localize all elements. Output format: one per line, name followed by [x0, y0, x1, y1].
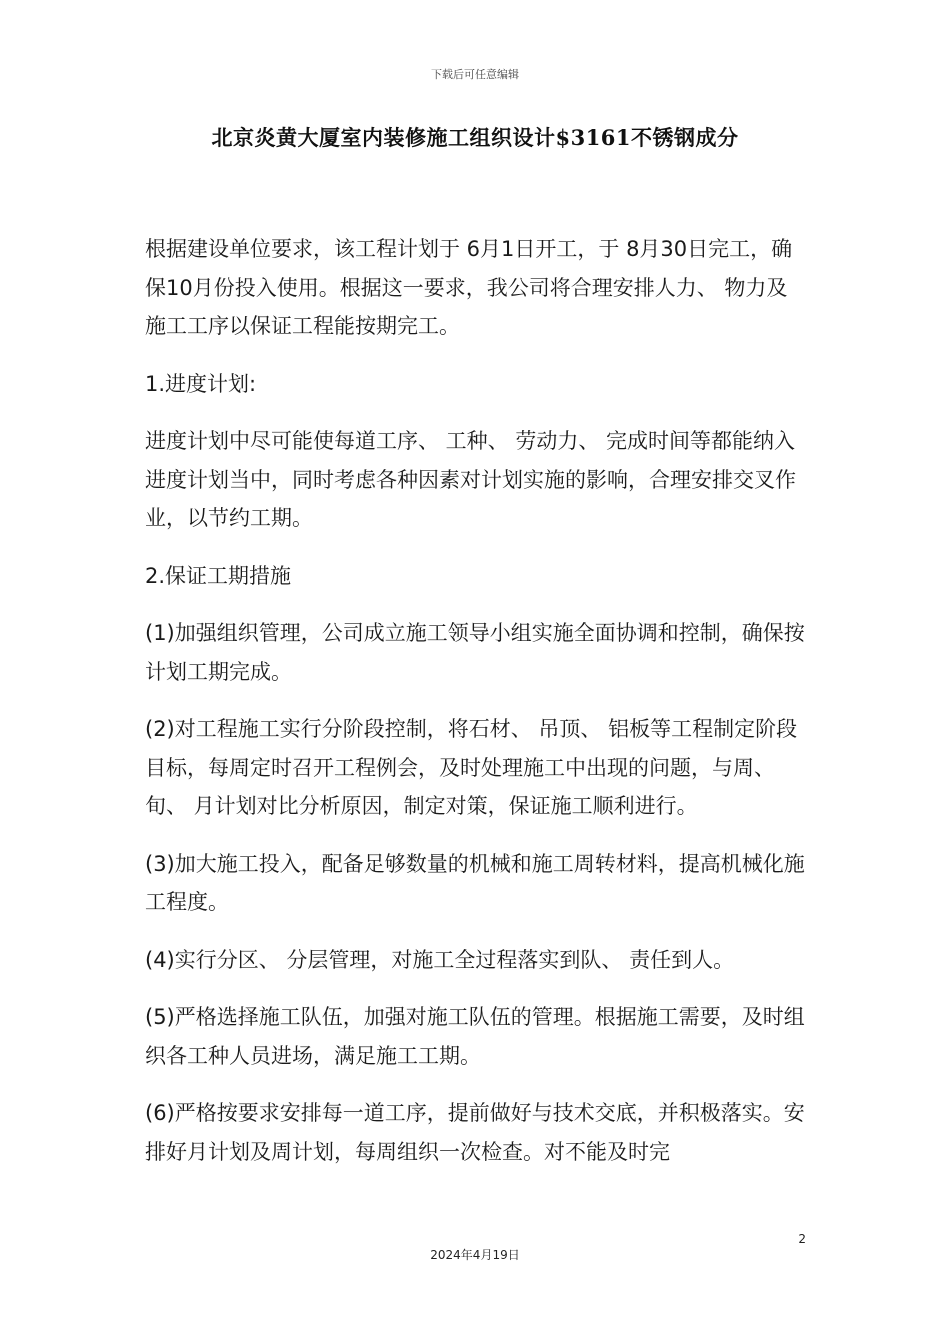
- section-heading-schedule: 1.进度计划:: [145, 371, 257, 396]
- paragraph-measure-4: (4)实行分区、 分层管理，对施工全过程落实到队、 责任到人。: [145, 947, 735, 972]
- paragraph-measure-1: (1)加强组织管理，公司成立施工领导小组实施全面协调和控制，确保按计划工期完成。: [145, 621, 805, 684]
- section-heading-measures: 2.保证工期措施: [145, 563, 292, 588]
- paragraph-schedule: 进度计划中尽可能使每道工序、 工种、 劳动力、 完成时间等都能纳入进度计划当中，同时考虑各种因素对计划实施的影响，合理安排交叉作业，以节约工期。: [145, 429, 796, 530]
- paragraph-measure-3: (3)加大施工投入，配备足够数量的机械和施工周转材料，提高机械化施工程度。: [145, 851, 805, 914]
- document-title: 北京炎黄大厦室内装修施工组织设计$3161不锈钢成分: [211, 125, 739, 150]
- paragraph-measure-2: (2)对工程施工实行分阶段控制，将石材、 吊顶、 铝板等工程制定阶段目标，每周定时召开工程例会，及时处理施工中出现的问题，与周、 旬、 月计划对比分析原因，制定对策，保证施工顺利进行。: [145, 717, 798, 818]
- paragraph-intro: 根据建设单位要求，该工程计划于 6月1日开工，于 8月30日完工，确保10月份投入使用。根据这一要求，我公司将合理安排人力、 物力及施工工序以保证工程能按期完工。: [145, 237, 793, 338]
- document-body: [145, 230, 807, 1190]
- paragraph-measure-6: (6)严格按要求安排每一道工序，提前做好与技术交底，并积极落实。安排好月计划及周计划，每周组织一次检查。对不能及时完: [145, 1101, 805, 1164]
- footer-date: 2024年4月19日: [430, 1248, 520, 1262]
- paragraph-measure-5: (5)严格选择施工队伍，加强对施工队伍的管理。根据施工需要，及时组织各工种人员进场，满足施工工期。: [145, 1005, 805, 1068]
- page-number: 2: [798, 1232, 806, 1246]
- header-note: 下载后可任意编辑: [431, 68, 519, 81]
